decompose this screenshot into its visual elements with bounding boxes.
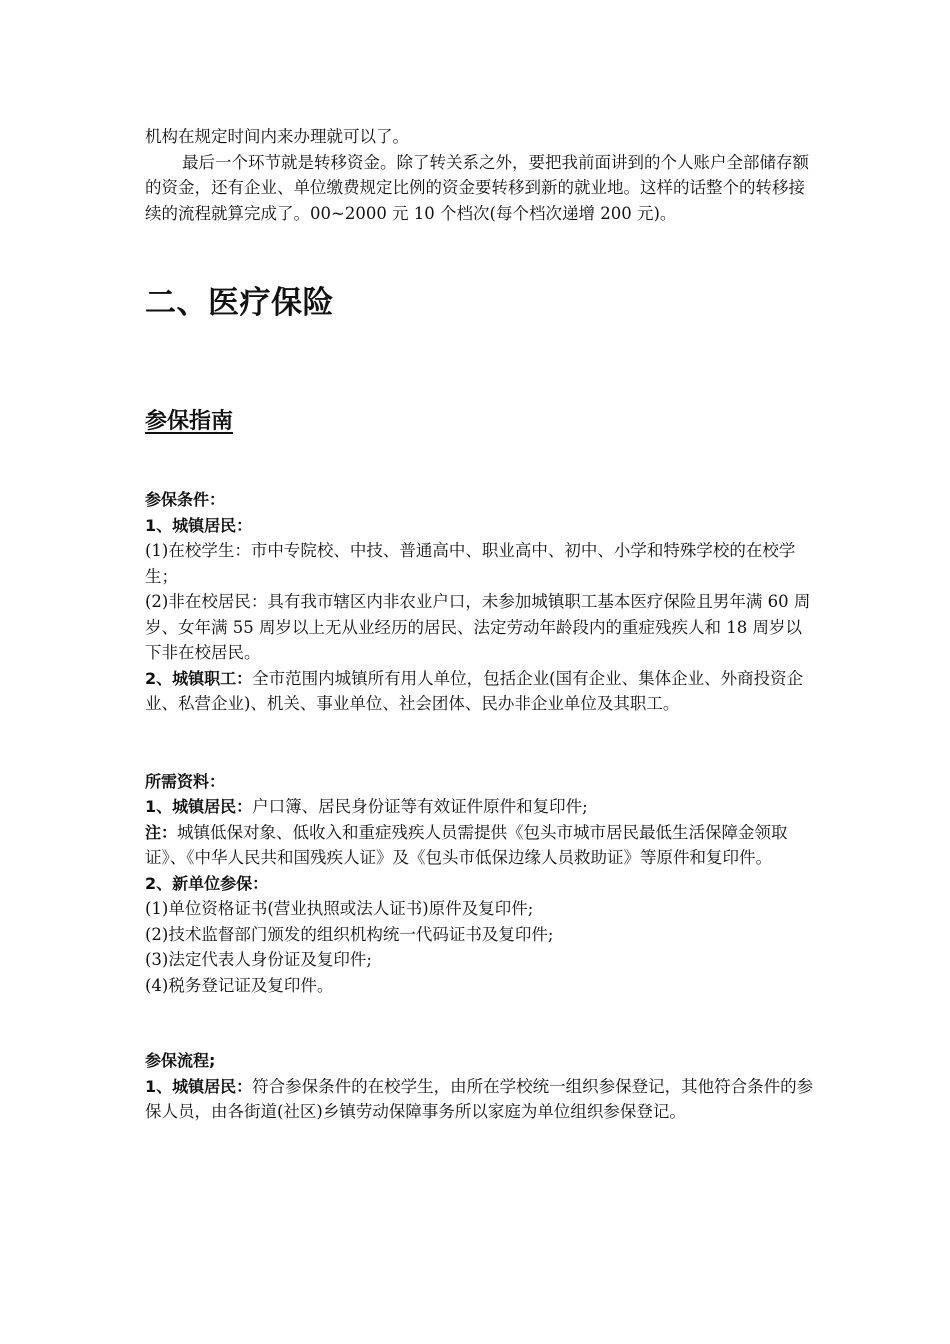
- materials-item1: [145, 794, 815, 820]
- process-item1-label: 1、城镇居民：: [145, 1076, 253, 1096]
- intro-paragraph: 最后一个环节就是转移资金。除了转关系之外，要把我前面讲到的个人账户全部储存额的资金，还有企业、单位缴费规定比例的资金要转移到新的就业地。这样的话整个的转移接续的流程就算完成了。00~2000 元 10 个档次(每个档次递增 200 元)。: [145, 152, 809, 223]
- materials-item1-label: 1、城镇居民：: [145, 797, 253, 816]
- document-body: [145, 124, 815, 1125]
- materials-note: [145, 820, 815, 871]
- conditions-item2-label: 2、城镇职工：: [145, 668, 253, 688]
- section-heading: 二、医疗保险: [145, 285, 334, 321]
- subsection-heading: 参保指南: [145, 409, 234, 434]
- conditions-item1-label: 1、城镇居民：: [145, 515, 253, 535]
- conditions-item2: [145, 666, 815, 717]
- process-section: [145, 1048, 815, 1125]
- process-label: 参保流程;: [145, 1051, 216, 1070]
- materials-section: [145, 769, 815, 999]
- materials-item1-text: 户口簿、居民身份证等有效证件原件和复印件;: [252, 797, 588, 816]
- process-item1: [145, 1074, 815, 1125]
- materials-item2-label: 2、新单位参保：: [145, 873, 269, 893]
- materials-note-label: 注：: [145, 822, 178, 842]
- conditions-item1-sub2: (2)非在校居民：具有我市辖区内非农业户口，未参加城镇职工基本医疗保险且男年满 60 周岁、女年满 55 周岁以上无从业经历的居民、法定劳动年龄段内的重症残疾人和 18 周岁以下非在校居民。: [145, 592, 811, 662]
- materials-item2-sub1: (1)单位资格证书(营业执照或法人证书)原件及复印件;: [145, 899, 534, 918]
- conditions-section: [145, 487, 815, 717]
- conditions-item1-sub1: (1)在校学生：市中专院校、中技、普通高中、职业高中、初中、小学和特殊学校的在校学生；: [145, 541, 796, 586]
- process-item1-text: 符合参保条件的在校学生，由所在学校统一组织参保登记，其他符合条件的参保人员，由各街道(社区)乡镇劳动保障事务所以家庭为单位组织参保登记。: [145, 1076, 814, 1121]
- materials-label: 所需资料：: [145, 771, 226, 791]
- intro-line: 机构在规定时间内来办理就可以了。: [145, 127, 409, 146]
- materials-item2-sub3: (3)法定代表人身份证及复印件;: [145, 950, 372, 969]
- conditions-item2-text: 全市范围内城镇所有用人单位，包括企业(国有企业、集体企业、外商投资企业、私营企业)、机关、事业单位、社会团体、民办非企业单位及其职工。: [145, 668, 804, 713]
- materials-note-text: 城镇低保对象、低收入和重症残疾人员需提供《包头市城市居民最低生活保障金领取证》、《中华人民共和国残疾人证》及《包头市低保边缘人员救助证》等原件和复印件。: [145, 822, 788, 867]
- materials-item2-sub4: (4)税务登记证及复印件。: [145, 975, 334, 995]
- conditions-label: 参保条件：: [145, 490, 226, 509]
- materials-item2-sub2: (2)技术监督部门颁发的组织机构统一代码证书及复印件;: [145, 924, 554, 944]
